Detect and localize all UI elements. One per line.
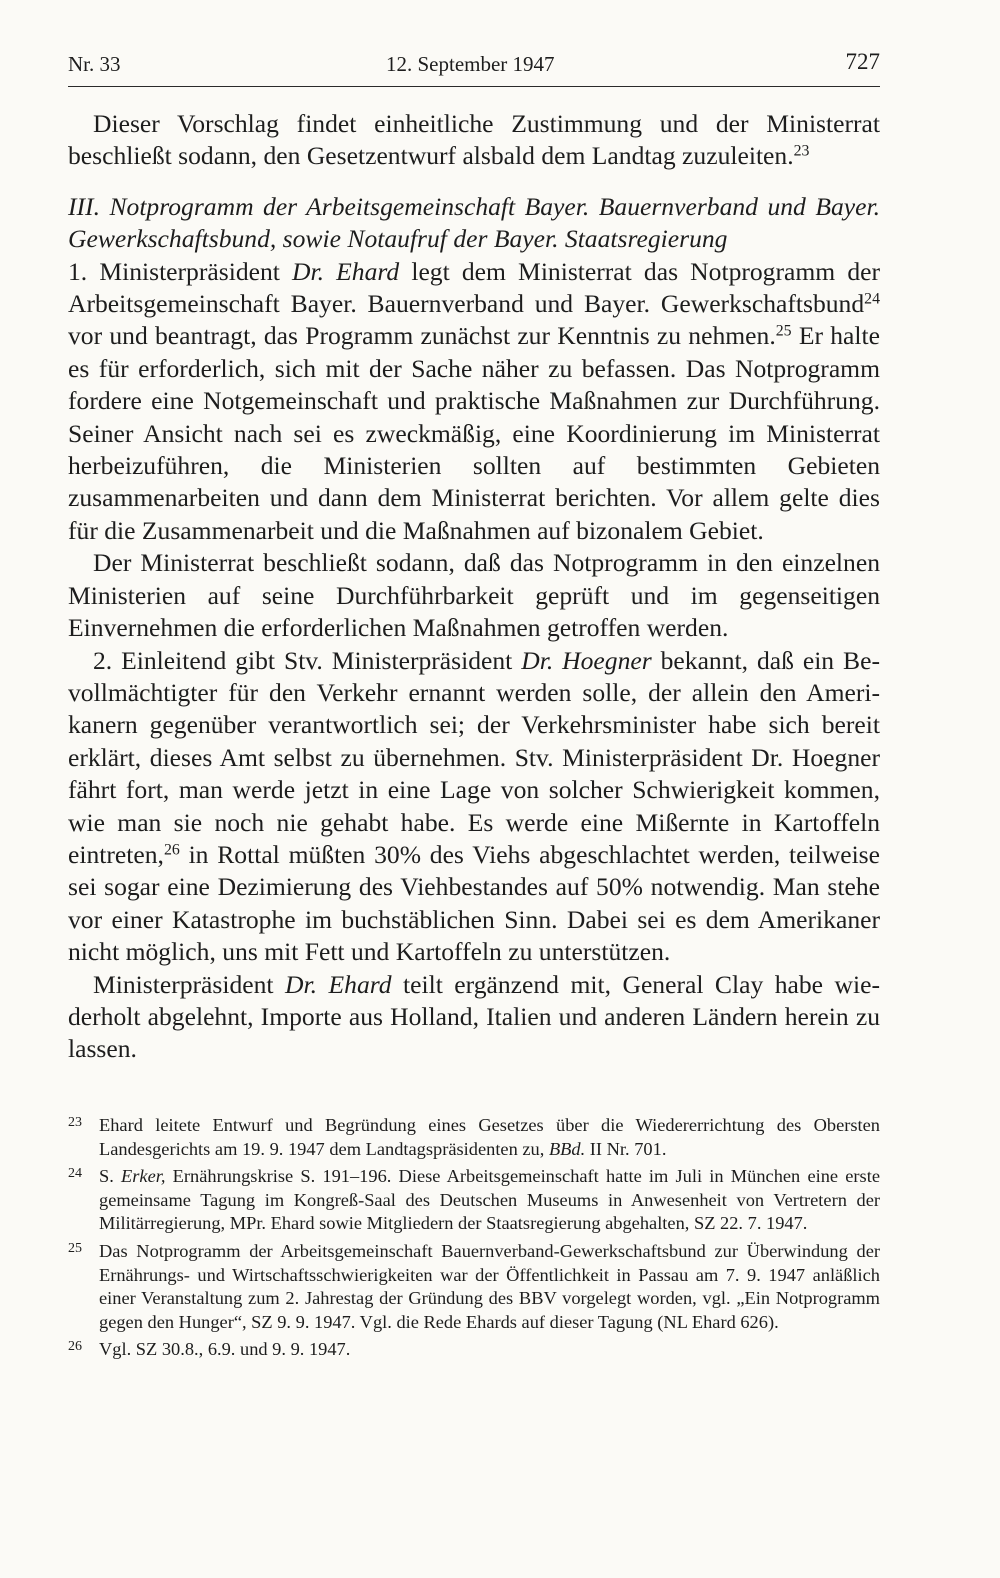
page-header xyxy=(68,46,880,87)
footnote xyxy=(68,1338,880,1362)
text-run: vor und beantragt, das Programm zunächst zur Kenntnis zu nehmen. xyxy=(68,321,776,351)
paragraph xyxy=(68,969,880,1066)
section-title: III. Notprogramm der Arbeitsgemeinschaft Bayer. Bauernverband und Bayer. Gewerkschaftsbund, sowie Notaufruf der Bayer. Staatsregierung xyxy=(68,191,880,254)
header-date: 12. September 1947 xyxy=(386,52,555,76)
footnote-number: 23 xyxy=(68,1115,82,1130)
footnote xyxy=(68,1114,880,1161)
text-run: teilt ergänzend mit, General Clay habe wiederholt abgelehnt, Importe aus Holland, Italien und anderen Ländern herein zu lassen. xyxy=(68,969,881,1064)
text-run: legt dem Ministerrat das Notprogramm der Arbeitsgemeinschaft Bayer. Bauernverband und Bayer. Gewerkschaftsbund xyxy=(68,256,880,319)
issue-number: Nr. 33 xyxy=(68,52,121,76)
text-run: Ernährungskrise S. 191–196. Diese Arbeitsgemeinschaft hatte im Juli in München eine erste gemeinsame Tagung im Kongreß-Saal des Deutschen Museums in Anwesenheit von Vertretern der Militärregierung, MPr. Ehard sowie Mitgliedern der Staatsregierung abgehalten, SZ 22. 7. 1947. xyxy=(99,1166,880,1234)
text-run: Erker, xyxy=(121,1166,166,1187)
main-text xyxy=(68,108,880,1066)
person-name: Dr. Ehard xyxy=(292,256,400,286)
text-run: 1. Ministerpräsident xyxy=(68,256,293,286)
text-run: S. xyxy=(99,1166,122,1187)
footnote-ref: 24 xyxy=(864,290,880,308)
text-run: bekannt, daß ein Bevollmächtigter für den Verkehr ernannt werden solle, der allein den Amerikanern gegenüber verantwortlich sei; der Verkehrsminister habe sich bereit erklärt, dieses Amt selbst zu übernehmen. Stv. Ministerpräsident Dr. Hoegner fährt fort, man werde jetzt in eine Lage von solcher Schwierigkeit kommen, wie man sie noch nie gehabt habe. Es werde eine Mißernte in Kartoffeln eintreten, xyxy=(68,645,880,869)
text-run: in Rottal müßten 30% des Viehs abgeschlachtet werden, teilweise sei sogar eine Dezimierung des Viehbestandes auf 50% notwendig. Man stehe vor einer Katastrophe im buchstäblichen Sinn. Dabei sei es dem Amerikaner nicht möglich, uns mit Fett und Kartoffeln zu unterstützen. xyxy=(68,839,880,967)
footnote xyxy=(68,1165,880,1236)
footnote-number: 25 xyxy=(68,1240,82,1256)
text-run: 2. Einleitend gibt Stv. Ministerpräsident xyxy=(93,645,522,675)
text-run: Er halte es für erforderlich, sich mit der Sache näher zu befassen. Das Notprogramm fordere eine Notgemeinschaft und praktische Maßnahmen zur Durchführung. Seiner Ansicht nach sei es zweckmäßig, eine Koordinierung im Ministerrat herbeizuführen, die Ministerien sollten auf bestimmten Gebieten zusammenarbeiten und dann dem Ministerrat berichten. Vor allem gelte dies für die Zusammenarbeit und die Maßnahmen auf bizonalem Gebiet. xyxy=(68,321,880,545)
footnote xyxy=(68,1240,880,1334)
text-run: Dieser Vorschlag findet einheitliche Zustimmung und der Ministerrat beschließt sodann, den Gesetzentwurf alsbald dem Landtag zuzuleiten. xyxy=(68,109,880,171)
text-run: Vgl. SZ 30.8., 6.9. und 9. 9. 1947. xyxy=(99,1339,351,1360)
text-run: Ministerpräsident xyxy=(93,969,286,999)
person-name: Dr. Ehard xyxy=(285,969,392,999)
footnote-ref: 23 xyxy=(793,142,810,160)
paragraph xyxy=(68,108,880,173)
paragraph xyxy=(68,256,880,548)
page-number: 727 xyxy=(845,49,880,74)
paragraph: Der Ministerrat beschließt sodann, daß das Notprogramm in den einzelnen Ministerien auf seine Durchführbarkeit geprüft und im gegenseitigen Einvernehmen die erforderlichen Maßnahmen getroffen werden. xyxy=(68,548,880,643)
person-name: Dr. Hoegner xyxy=(521,645,652,675)
text-run: BBd. xyxy=(548,1138,586,1159)
text-run: Das Notprogramm der Arbeitsgemeinschaft Bauernverband-Gewerkschaftsbund zur Überwindung der Ernährungs- und Wirtschaftsschwierigkeiten war der Öffentlichkeit in Passau am 7. 9. 1947 anläßlich einer Veranstaltung zum 2. Jahrestag der Gründung des BBV vorgelegt worden, vgl. „Ein Notprogramm gegen den Hunger“, SZ 9. 9. 1947. Vgl. die Rede Ehards auf dieser Tagung (NL Ehard 626). xyxy=(99,1240,880,1332)
paragraph xyxy=(68,645,880,969)
text-run: II Nr. 701. xyxy=(585,1138,667,1159)
footnote-ref: 26 xyxy=(163,841,180,859)
text-run: Ehard leitete Entwurf und Begründung eines Gesetzes über die Wiedererrichtung des Obersten Landesgerichts am 19. 9. 1947 dem Landtagspräsidenten zu, xyxy=(99,1115,880,1159)
footnotes xyxy=(68,1114,880,1366)
footnote-number: 26 xyxy=(68,1339,82,1355)
footnote-number: 24 xyxy=(68,1166,82,1182)
footnote-ref: 25 xyxy=(775,322,792,340)
